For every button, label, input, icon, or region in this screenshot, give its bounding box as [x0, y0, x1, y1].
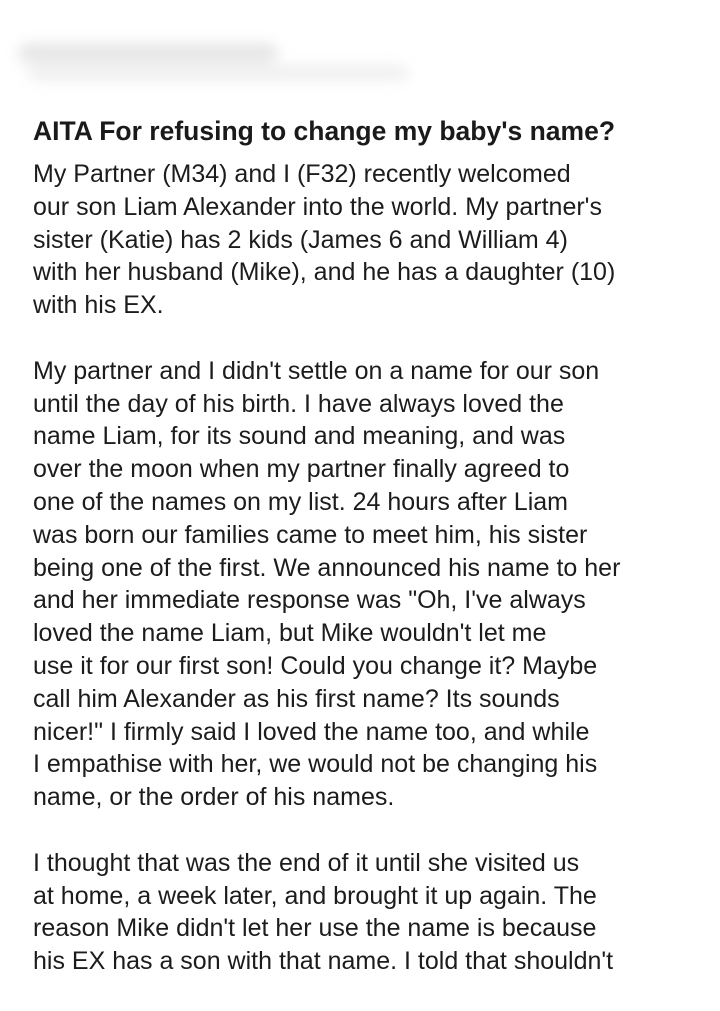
text-line: sister (Katie) has 2 kids (James 6 and William 4): [33, 225, 568, 254]
text-line: use it for our first son! Could you change it? Maybe: [33, 651, 598, 680]
text-line: with his EX.: [33, 291, 164, 320]
paragraph: [33, 158, 703, 322]
blurred-header-line: [18, 44, 278, 62]
text-line: his EX has a son with that name. I told that shouldn't: [33, 947, 614, 976]
text-line: My Partner (M34) and I (F32) recently welcomed: [33, 160, 571, 188]
text-line: until the day of his birth. I have always loved the: [33, 389, 564, 418]
blurred-header: [18, 34, 438, 86]
text-line: over the moon when my partner finally agreed to: [33, 455, 570, 484]
post-title: AITA For refusing to change my baby's name?: [33, 116, 616, 146]
text-line: one of the names on my list. 24 hours after Liam: [33, 487, 568, 516]
text-line: was born our families came to meet him, his sister: [33, 520, 588, 549]
text-line: with her husband (Mike), and he has a daughter (10): [33, 258, 616, 287]
paragraph: [33, 847, 703, 978]
text-line: and her immediate response was "Oh, I've always: [33, 586, 586, 615]
text-line: I thought that was the end of it until she visited us: [33, 848, 580, 877]
text-line: our son Liam Alexander into the world. My partner's: [33, 192, 602, 221]
text-line: name, or the order of his names.: [33, 783, 395, 812]
blurred-header-line: [28, 66, 408, 80]
text-line: call him Alexander as his first name? Its sounds: [33, 684, 560, 713]
text-line: My partner and I didn't settle on a name for our son: [33, 356, 600, 385]
text-line: name Liam, for its sound and meaning, and was: [33, 422, 566, 451]
text-line: being one of the first. We announced his name to her: [33, 553, 621, 582]
text-line: loved the name Liam, but Mike wouldn't let me: [33, 619, 547, 648]
text-line: I empathise with her, we would not be changing his: [33, 750, 598, 779]
post-body: [33, 158, 703, 978]
paragraph: [33, 355, 703, 814]
text-line: at home, a week later, and brought it up again. The: [33, 881, 597, 910]
text-line: nicer!" I firmly said I loved the name too, and while: [33, 717, 590, 746]
post: [33, 108, 703, 1011]
top-bar: [0, 0, 720, 100]
text-line: reason Mike didn't let her use the name is because: [33, 914, 597, 943]
